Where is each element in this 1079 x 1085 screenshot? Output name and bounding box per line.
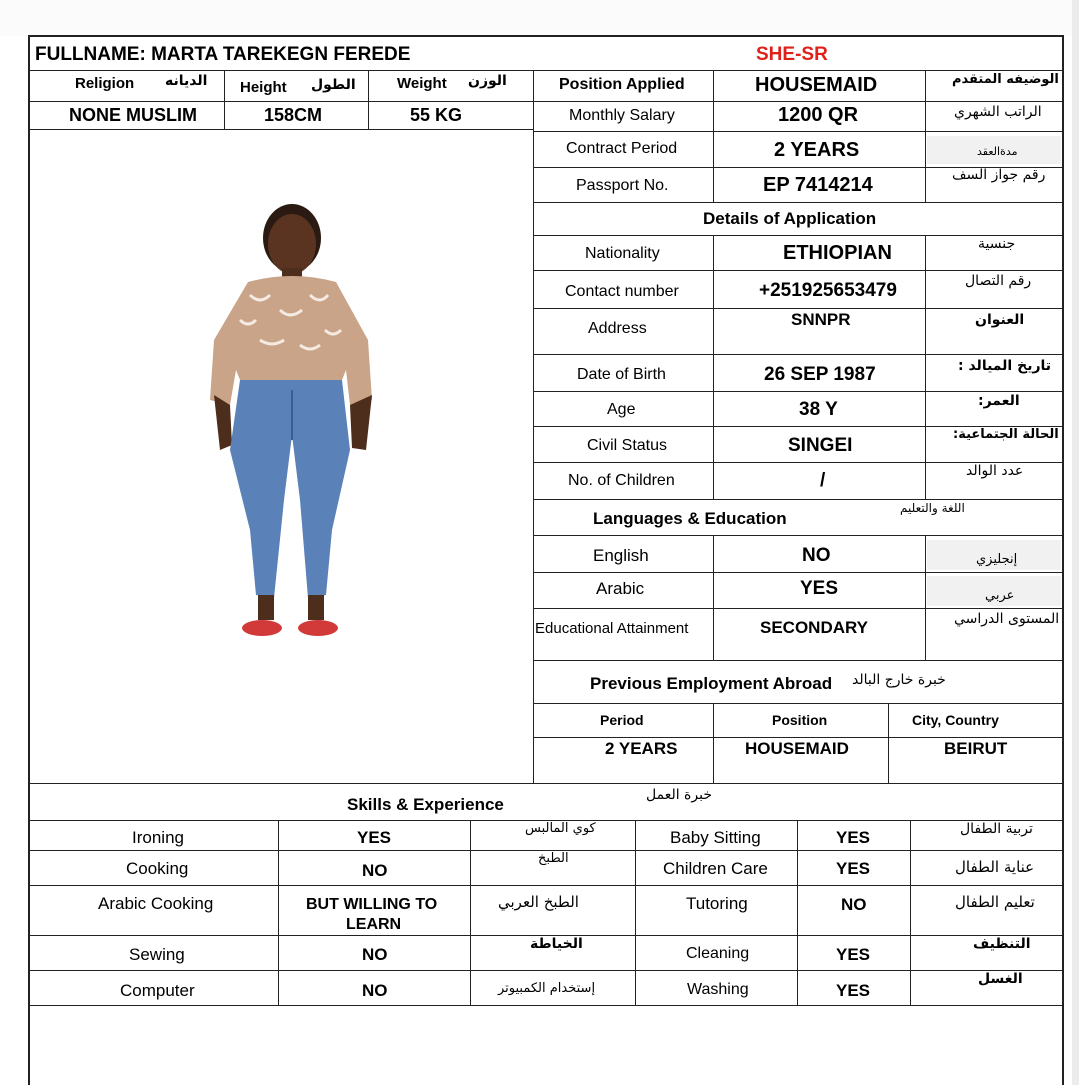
dob-label: Date of Birth <box>577 366 666 383</box>
skill-washing-value: YES <box>836 981 871 1000</box>
period-column-header: Period <box>600 712 644 728</box>
skill-ironing-value: YES <box>357 828 392 847</box>
skills-heading-ar: خبرة العمل <box>646 787 712 803</box>
skill-arabic-cooking-value: BUT WILLING TO <box>306 896 438 913</box>
children-label: No. of Children <box>568 472 675 489</box>
salary-label-ar: الراتب الشهري <box>954 104 1042 120</box>
age-label-ar: العمر: <box>978 393 1020 409</box>
skill-cooking-ar: الطبخ <box>538 851 569 866</box>
arabic-label-ar: عربي <box>985 588 1015 603</box>
top-strip <box>0 0 1079 36</box>
skill-tutoring-value: NO <box>841 895 867 914</box>
position-value: HOUSEMAID <box>755 74 878 96</box>
religion-label: Religion <box>75 75 135 92</box>
contact-label: Contact number <box>565 283 679 300</box>
contract-value: 2 YEARS <box>774 139 860 161</box>
weight-label-ar: الوزن <box>468 73 507 89</box>
skill-sewing-ar: الخياطة <box>530 936 583 952</box>
skill-ironing-label: Ironing <box>132 828 184 847</box>
religion-value: NONE MUSLIM <box>69 105 197 125</box>
skill-arabic-cooking-label: Arabic Cooking <box>98 894 214 913</box>
skill-childrencare-label: Children Care <box>663 859 768 878</box>
skill-ironing-ar: كوي المالبس <box>525 821 596 836</box>
fullname: FULLNAME: MARTA TAREKEGN FEREDE <box>35 44 411 65</box>
skill-cleaning-value: YES <box>836 945 871 964</box>
skill-cleaning-label: Cleaning <box>686 945 750 962</box>
city-column-header: City, Country <box>912 712 999 728</box>
civil-status-value: SINGEI <box>788 435 853 456</box>
dob-label-ar: تاريخ الميالد : <box>958 358 1052 374</box>
scrollbar[interactable] <box>1072 0 1079 1085</box>
skill-sewing-label: Sewing <box>129 945 185 964</box>
height-value: 158CM <box>264 105 323 125</box>
employment-heading-ar: خبرة خارج البالد <box>852 672 946 688</box>
skill-cleaning-ar: التنظيف <box>973 936 1031 952</box>
skill-arabic-cooking-ar: الطبخ العربي <box>498 893 579 911</box>
address-value: SNNPR <box>791 310 851 329</box>
education-label: Educational Attainment <box>535 620 689 637</box>
employment-position: HOUSEMAID <box>745 739 849 758</box>
skill-childrencare-ar: عناية الطفال <box>955 858 1035 876</box>
age-label: Age <box>607 401 636 418</box>
english-label: English <box>593 546 649 565</box>
skill-babysitting-ar: تربية الطفال <box>960 821 1033 837</box>
salary-label: Monthly Salary <box>569 107 675 124</box>
english-label-ar: إنجليزي <box>976 552 1018 567</box>
contract-label-ar: مدةالعقد <box>977 145 1018 158</box>
education-value: SECONDARY <box>760 618 868 637</box>
children-label-ar: عدد الوالد <box>966 463 1024 479</box>
position-label-ar: الوضيفه المتقدم <box>952 72 1059 87</box>
skills-heading: Skills & Experience <box>347 795 504 814</box>
skill-computer-label: Computer <box>120 981 195 1000</box>
skill-computer-ar: إستخدام الكمبيوتر <box>498 981 596 996</box>
weight-label: Weight <box>397 75 447 92</box>
religion-label-ar: الديانه <box>165 73 208 89</box>
skill-sewing-value: NO <box>362 945 388 964</box>
contact-label-ar: رقم التصال <box>965 273 1032 289</box>
skill-cooking-value: NO <box>362 861 388 880</box>
skill-washing-label: Washing <box>687 981 749 998</box>
contract-label: Contract Period <box>566 140 678 157</box>
skill-computer-value: NO <box>362 981 388 1000</box>
skill-babysitting-value: YES <box>836 828 871 847</box>
skill-tutoring-ar: تعليم الطفال <box>955 893 1035 911</box>
salary-value: 1200 QR <box>778 104 859 126</box>
weight-value: 55 KG <box>410 105 463 125</box>
nationality-label: Nationality <box>585 245 660 262</box>
position-column-header: Position <box>772 712 828 728</box>
passport-value: EP 7414214 <box>763 174 873 196</box>
english-value: NO <box>802 545 831 566</box>
height-label: Height <box>240 79 287 96</box>
skill-arabic-cooking-value-line2: LEARN <box>346 916 402 933</box>
languages-heading-ar: اللغة والتعليم <box>900 501 965 515</box>
dob-value: 26 SEP 1987 <box>764 364 876 385</box>
arabic-label: Arabic <box>596 579 645 598</box>
applicant-photo <box>200 200 380 645</box>
languages-heading: Languages & Education <box>593 509 787 528</box>
employment-period: 2 YEARS <box>605 739 678 758</box>
civil-status-label: Civil Status <box>587 437 668 454</box>
employment-city: BEIRUT <box>944 739 1008 758</box>
position-label: Position Applied <box>559 76 685 93</box>
skill-babysitting-label: Baby Sitting <box>670 828 761 847</box>
age-value: 38 Y <box>799 399 838 420</box>
passport-label: Passport No. <box>576 177 669 194</box>
children-value: / <box>820 470 826 491</box>
reference-code: SHE-SR <box>756 44 828 65</box>
details-heading: Details of Application <box>703 209 877 228</box>
nationality-value: ETHIOPIAN <box>783 242 892 264</box>
passport-label-ar: رقم جواز السف <box>952 167 1046 183</box>
height-label-ar: الطول <box>311 77 356 93</box>
civil-status-label-ar: الحالة الجتماعية: <box>953 427 1059 442</box>
skill-childrencare-value: YES <box>836 859 871 878</box>
arabic-value: YES <box>800 578 839 599</box>
education-label-ar: المستوى الدراسي <box>954 611 1060 627</box>
nationality-label-ar: جنسية <box>978 236 1016 252</box>
address-label: Address <box>588 320 647 337</box>
skill-cooking-label: Cooking <box>126 859 189 878</box>
skill-washing-ar: الغسل <box>978 971 1023 987</box>
address-label-ar: العنوان <box>975 312 1025 328</box>
contact-value: +251925653479 <box>759 280 897 301</box>
employment-heading: Previous Employment Abroad <box>590 674 833 693</box>
skill-tutoring-label: Tutoring <box>686 894 748 913</box>
